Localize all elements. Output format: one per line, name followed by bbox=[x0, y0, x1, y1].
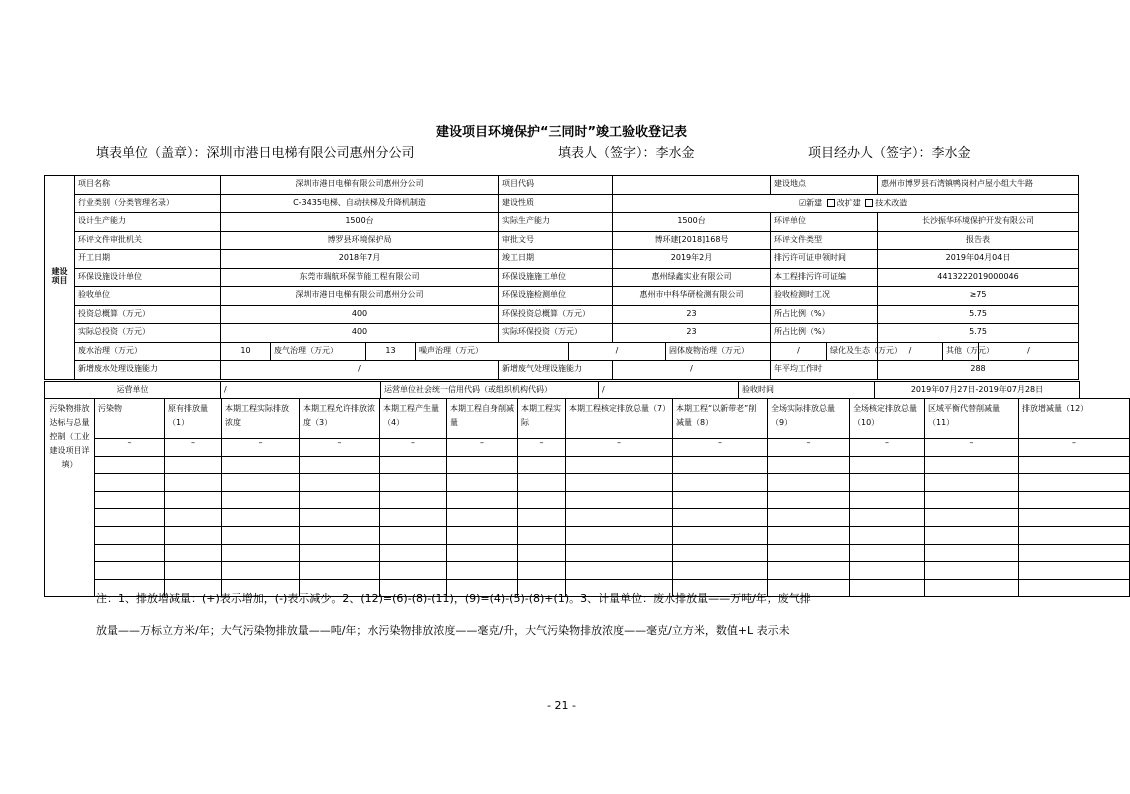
header-actual-concentration: 本期工程实际排放浓度 bbox=[222, 399, 300, 439]
label-solid-cost: 固体废物治理（万元） bbox=[666, 342, 771, 361]
note-line-2: 放量——万标立方米/年；大气污染物排放量——吨/年；水污染物排放浓度——毫克/升，大气污染物排放浓度——毫克/立方米，数值+L 表示未 bbox=[96, 624, 790, 637]
fill-unit bbox=[96, 142, 415, 161]
label-budget-total: 投资总概算（万元） bbox=[75, 305, 221, 324]
fill-manager-label: 项目经办人（签字）： bbox=[808, 146, 932, 161]
label-actual-env: 实际环保投资（万元） bbox=[499, 324, 613, 343]
value-location: 惠州市博罗县石湾镇鸭岗村卢屋小组大牛路 bbox=[878, 176, 1079, 195]
header-emission-change: 排放增减量（12） bbox=[1019, 399, 1130, 439]
header-self-reduction: 本期工程自身削减量 bbox=[447, 399, 518, 439]
fill-filler-value: 李水金 bbox=[655, 146, 695, 161]
fill-filler bbox=[558, 142, 695, 161]
value-wastewater-cost: 10 bbox=[221, 342, 271, 361]
page-number: - 21 - bbox=[547, 699, 576, 712]
dash-cell: – bbox=[380, 439, 447, 457]
option-tech: 技术改造 bbox=[875, 198, 908, 208]
header-new-old-reduction: 本期工程“以新带老”削减量（8） bbox=[673, 399, 768, 439]
value-testing-unit: 惠州市中科华研检测有限公司 bbox=[613, 287, 771, 306]
value-gas-cost: 13 bbox=[366, 342, 416, 361]
label-env-budget: 环保投资总概算（万元） bbox=[499, 305, 613, 324]
table-row bbox=[45, 509, 1130, 527]
label-eia-unit: 环评单位 bbox=[771, 213, 878, 232]
label-eia-type: 环评文件类型 bbox=[771, 231, 878, 250]
dash-cell: – bbox=[925, 439, 1019, 457]
operating-unit-table bbox=[44, 381, 1080, 399]
header-pollutant: 污染物 bbox=[95, 399, 165, 439]
value-design-unit: 东莞市瑞航环保节能工程有限公司 bbox=[221, 268, 499, 287]
label-acceptance-time: 验收时间 bbox=[739, 382, 875, 399]
value-construction-unit: 惠州绿鑫实业有限公司 bbox=[613, 268, 771, 287]
table-row bbox=[45, 526, 1130, 544]
value-project-code bbox=[613, 176, 771, 195]
value-budget-total: 400 bbox=[221, 305, 499, 324]
header-regional-balance: 区域平衡代替削减量（11） bbox=[925, 399, 1019, 439]
label-noise-cost: 噪声治理（万元） bbox=[416, 342, 569, 361]
label-new-gas: 新增废气处理设施能力 bbox=[499, 361, 613, 380]
dash-cell: – bbox=[95, 439, 165, 457]
label-actual-total: 实际总投资（万元） bbox=[75, 324, 221, 343]
form-title: 建设项目环境保护“三同时”竣工验收登记表 bbox=[435, 125, 688, 140]
label-new-wastewater: 新增废水处理设施能力 bbox=[75, 361, 221, 380]
label-approval-authority: 环评文件审批机关 bbox=[75, 231, 221, 250]
option-new: ☑新建 bbox=[799, 198, 823, 208]
section-label: 建设项目 bbox=[45, 176, 75, 380]
table-row bbox=[45, 474, 1130, 492]
header-approved-total: 本期工程核定排放总量（7） bbox=[566, 399, 673, 439]
table-row bbox=[45, 544, 1130, 562]
label-design-capacity: 设计生产能力 bbox=[75, 213, 221, 232]
note-line-1: 注：1、排放增减量：(+)表示增加，(-)表示减少。2、(12)=(6)-(8)-(11)，(9)=(4)-(5)-(8)+(1)。3、计量单位：废水排放量——万吨/年；废气排 bbox=[96, 592, 811, 605]
dash-cell: – bbox=[1019, 439, 1130, 457]
value-actual-total: 400 bbox=[221, 324, 499, 343]
header-production: 本期工程产生量（4） bbox=[380, 399, 447, 439]
value-eia-type: 报告表 bbox=[878, 231, 1079, 250]
value-start-date: 2018年7月 bbox=[221, 250, 499, 269]
label-permit-time: 排污许可证申领时间 bbox=[771, 250, 878, 269]
dash-cell: – bbox=[518, 439, 566, 457]
value-other-cost: / bbox=[979, 342, 1079, 361]
label-industry: 行业类别（分类管理名录） bbox=[75, 194, 221, 213]
dash-cell: – bbox=[768, 439, 850, 457]
option-expand: 改扩建 bbox=[836, 198, 861, 208]
label-annual-hours: 年平均工作时 bbox=[771, 361, 878, 380]
value-permit-no: 4413222019000046 bbox=[878, 268, 1079, 287]
label-gas-cost: 废气治理（万元） bbox=[271, 342, 366, 361]
value-approval-authority: 博罗县环境保护局 bbox=[221, 231, 499, 250]
dash-cell: – bbox=[566, 439, 673, 457]
value-env-budget: 23 bbox=[613, 305, 771, 324]
fill-unit-value: 深圳市港日电梯有限公司惠州分公司 bbox=[206, 146, 415, 161]
value-design-capacity: 1500台 bbox=[221, 213, 499, 232]
fill-manager bbox=[808, 142, 971, 161]
table-row bbox=[45, 439, 1130, 457]
label-permit-no: 本工程排污许可证编 bbox=[771, 268, 878, 287]
label-project-code: 项目代码 bbox=[499, 176, 613, 195]
value-acceptance-unit: 深圳市港日电梯有限公司惠州分公司 bbox=[221, 287, 499, 306]
table-row bbox=[45, 562, 1130, 580]
label-design-unit: 环保设施设计单位 bbox=[75, 268, 221, 287]
label-testing-unit: 环保设施检测单位 bbox=[499, 287, 613, 306]
table-row bbox=[45, 456, 1130, 474]
value-actual-env: 23 bbox=[613, 324, 771, 343]
checkbox-tech bbox=[865, 199, 873, 207]
table-row bbox=[45, 491, 1130, 509]
value-budget-ratio: 5.75 bbox=[878, 305, 1079, 324]
header-original-emission: 原有排放量（1） bbox=[165, 399, 222, 439]
fill-filler-label: 填表人（签字）： bbox=[558, 146, 656, 161]
value-acceptance-time: 2019年07月27日-2019年07月28日 bbox=[875, 382, 1080, 399]
label-project-name: 项目名称 bbox=[75, 176, 221, 195]
label-actual-capacity: 实际生产能力 bbox=[499, 213, 613, 232]
checkbox-expand bbox=[827, 199, 835, 207]
fill-manager-value: 李水金 bbox=[931, 146, 971, 161]
value-project-name: 深圳市港日电梯有限公司惠州分公司 bbox=[221, 176, 499, 195]
value-green-cost: / bbox=[878, 342, 943, 361]
label-operating-unit: 运营单位 bbox=[45, 382, 221, 399]
label-complete-date: 竣工日期 bbox=[499, 250, 613, 269]
label-actual-ratio: 所占比例（%） bbox=[771, 324, 878, 343]
label-nature: 建设性质 bbox=[499, 194, 613, 213]
value-permit-time: 2019年04月04日 bbox=[878, 250, 1079, 269]
label-wastewater-cost: 废水治理（万元） bbox=[75, 342, 221, 361]
label-acceptance-unit: 验收单位 bbox=[75, 287, 221, 306]
value-noise-cost: / bbox=[569, 342, 666, 361]
header-allowed-concentration: 本期工程允许排放浓度（3） bbox=[300, 399, 380, 439]
value-new-wastewater: / bbox=[221, 361, 499, 380]
dash-cell: – bbox=[300, 439, 380, 457]
project-info-table bbox=[44, 175, 1079, 380]
label-credit-code: 运营单位社会统一信用代码（或组织机构代码） bbox=[381, 382, 599, 399]
label-working-condition: 验收检测时工况 bbox=[771, 287, 878, 306]
label-approval-no: 审批文号 bbox=[499, 231, 613, 250]
value-annual-hours: 288 bbox=[878, 361, 1079, 380]
value-actual-capacity: 1500台 bbox=[613, 213, 771, 232]
value-operating-unit: / bbox=[221, 382, 381, 399]
value-solid-cost: / bbox=[771, 342, 827, 361]
header-plant-approved-total: 全场核定排放总量（10） bbox=[850, 399, 925, 439]
value-actual-ratio: 5.75 bbox=[878, 324, 1079, 343]
dash-cell: – bbox=[447, 439, 518, 457]
label-start-date: 开工日期 bbox=[75, 250, 221, 269]
value-new-gas: / bbox=[613, 361, 771, 380]
dash-cell: – bbox=[165, 439, 222, 457]
pollution-side-label: 污染物排放达标与总量控制（工业建设项目详填） bbox=[45, 399, 95, 597]
nature-options bbox=[613, 194, 1079, 213]
header-plant-actual-total: 全场实际排放总量（9） bbox=[768, 399, 850, 439]
fill-unit-label: 填表单位（盖章）： bbox=[96, 146, 207, 161]
pollutant-table bbox=[44, 398, 1130, 597]
label-other-cost: 其他（万元） bbox=[943, 342, 979, 361]
label-location: 建设地点 bbox=[771, 176, 878, 195]
header-actual-emission: 本期工程实际 bbox=[518, 399, 566, 439]
value-industry: C-3435电梯、自动扶梯及升降机制造 bbox=[221, 194, 499, 213]
label-green-cost: 绿化及生态（万元） bbox=[827, 342, 878, 361]
dash-cell: – bbox=[673, 439, 768, 457]
value-approval-no: 博环建[2018]168号 bbox=[613, 231, 771, 250]
value-complete-date: 2019年2月 bbox=[613, 250, 771, 269]
value-working-condition: ≥75 bbox=[878, 287, 1079, 306]
label-budget-ratio: 所占比例（%） bbox=[771, 305, 878, 324]
value-eia-unit: 长沙振华环境保护开发有限公司 bbox=[878, 213, 1079, 232]
value-credit-code: / bbox=[599, 382, 739, 399]
label-construction-unit: 环保设施施工单位 bbox=[499, 268, 613, 287]
dash-cell: – bbox=[850, 439, 925, 457]
dash-cell: – bbox=[222, 439, 300, 457]
